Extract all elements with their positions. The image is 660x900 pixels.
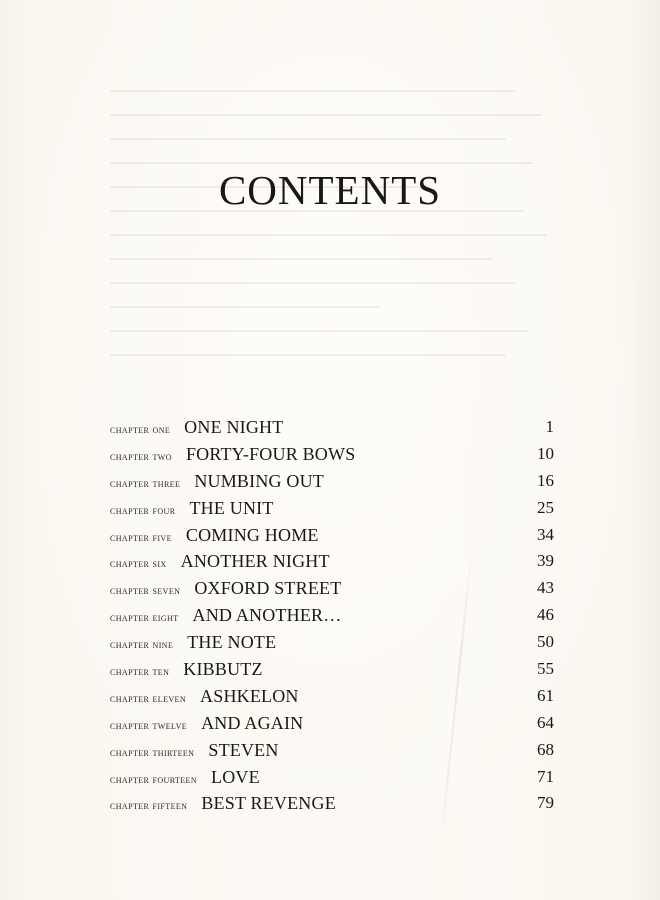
chapter-number-label: chapter three: [110, 477, 181, 490]
toc-entry: [110, 737, 554, 764]
chapter-title: KIBBUTZ: [183, 659, 263, 680]
chapter-number-label: chapter four: [110, 504, 176, 517]
chapter-number-label: chapter eight: [110, 612, 179, 625]
chapter-page-number: 61: [537, 685, 554, 705]
chapter-title: AND ANOTHER…: [192, 605, 342, 626]
chapter-page-number: 50: [537, 632, 554, 652]
chapter-number-label: chapter fourteen: [110, 773, 198, 786]
chapter-number-label: chapter eleven: [110, 692, 187, 705]
toc-entry: [110, 764, 554, 791]
toc-entry: [110, 441, 554, 468]
chapter-page-number: 79: [537, 793, 554, 813]
chapter-title: ASHKELON: [200, 685, 299, 706]
toc-entry: [110, 683, 554, 710]
chapter-page-number: 34: [537, 524, 554, 544]
toc-entry: [110, 602, 554, 629]
chapter-number-label: chapter nine: [110, 639, 174, 652]
chapter-title: THE UNIT: [189, 497, 274, 518]
chapter-page-number: 68: [537, 739, 554, 759]
chapter-number-label: chapter ten: [110, 666, 170, 679]
chapter-number-label: chapter five: [110, 531, 172, 544]
chapter-page-number: 39: [537, 551, 554, 571]
chapter-page-number: 71: [537, 766, 554, 786]
chapter-page-number: 46: [537, 605, 554, 625]
toc-entry: [110, 790, 554, 817]
toc-entry: [110, 468, 554, 495]
chapter-page-number: 1: [545, 417, 554, 436]
reverse-side-show-through: [110, 90, 560, 378]
chapter-title: ANOTHER NIGHT: [180, 551, 330, 572]
toc-entry: [110, 548, 554, 575]
chapter-title: STEVEN: [208, 739, 279, 760]
toc-entry: [110, 710, 554, 737]
toc-entry: [110, 575, 554, 602]
chapter-page-number: 16: [537, 470, 554, 490]
table-of-contents: [110, 414, 554, 817]
chapter-title: OXFORD STREET: [194, 578, 342, 599]
chapter-number-label: chapter twelve: [110, 719, 188, 732]
chapter-number-label: chapter six: [110, 558, 167, 571]
chapter-page-number: 64: [537, 712, 554, 732]
chapter-number-label: chapter fifteen: [110, 800, 188, 813]
chapter-page-number: 25: [537, 497, 554, 517]
toc-entry: [110, 522, 554, 549]
chapter-number-label: chapter one: [110, 424, 171, 436]
chapter-title: FORTY-FOUR BOWS: [185, 443, 356, 464]
toc-entry: [110, 656, 554, 683]
chapter-title: LOVE: [211, 766, 260, 787]
chapter-page-number: 10: [537, 443, 554, 463]
chapter-title: AND AGAIN: [201, 712, 304, 733]
chapter-title: NUMBING OUT: [194, 470, 325, 491]
chapter-number-label: chapter two: [110, 450, 172, 463]
chapter-page-number: 55: [537, 659, 554, 679]
toc-entry: [110, 414, 554, 441]
chapter-title: ONE NIGHT: [184, 417, 284, 437]
chapter-title: BEST REVENGE: [201, 793, 336, 814]
chapter-page-number: 43: [537, 578, 554, 598]
toc-entry: [110, 495, 554, 522]
chapter-title: THE NOTE: [187, 632, 277, 653]
toc-entry: [110, 629, 554, 656]
chapter-title: COMING HOME: [185, 524, 319, 545]
page-title: CONTENTS: [218, 167, 442, 213]
chapter-number-label: chapter thirteen: [110, 746, 195, 759]
chapter-number-label: chapter seven: [110, 585, 181, 598]
